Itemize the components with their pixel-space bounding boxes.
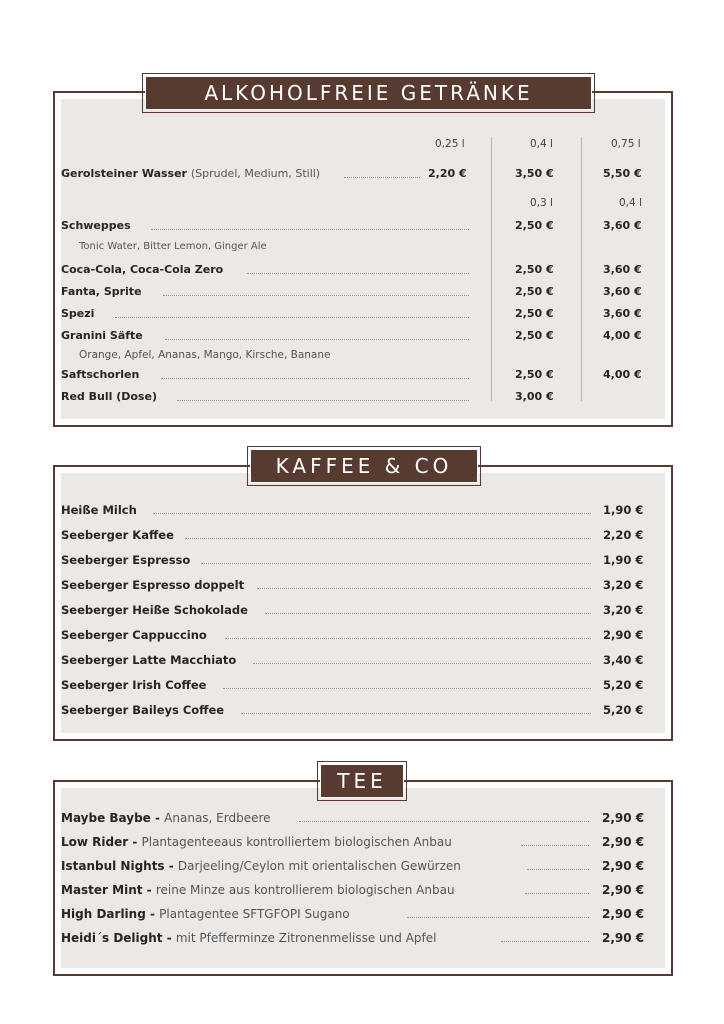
- item-price: 2,90 €: [602, 931, 645, 945]
- item-name: Schweppes: [61, 219, 131, 232]
- item-description: (Sprudel, Medium, Still): [190, 167, 321, 180]
- dot-leader: [151, 229, 469, 230]
- price-075: 5,50 €: [603, 167, 642, 180]
- item-price: 3,20 €: [603, 603, 644, 617]
- item-price: 2,90 €: [602, 859, 645, 873]
- item-price: 5,20 €: [603, 678, 644, 692]
- price-04: 3,60 €: [603, 307, 642, 320]
- section-kaffee: [53, 465, 673, 741]
- price-04: 3,50 €: [515, 167, 554, 180]
- dot-leader: [407, 917, 589, 918]
- item-name: Seeberger Heiße Schokolade: [61, 603, 248, 617]
- price-03: 2,50 €: [515, 329, 554, 342]
- item-name: Maybe Baybe: [61, 811, 151, 825]
- price-03: 2,50 €: [515, 368, 554, 381]
- dot-leader: [344, 177, 420, 178]
- dot-leader: [201, 563, 591, 564]
- item-price: 3,20 €: [603, 578, 644, 592]
- item-name: Spezi: [61, 307, 95, 320]
- item-description: Darjeeling/Ceylon mit orientalischen Gewürzen: [177, 859, 461, 873]
- section-tee: [53, 780, 673, 976]
- volume-header: 0,75 l: [611, 138, 641, 150]
- price-04: 3,60 €: [603, 219, 642, 232]
- section-kaffee-panel: [61, 473, 665, 733]
- column-divider: [491, 137, 492, 401]
- price-04: 3,60 €: [603, 263, 642, 276]
- item-subtext: Tonic Water, Bitter Lemon, Ginger Ale: [79, 241, 267, 252]
- item-name: Fanta, Sprite: [61, 285, 142, 298]
- dot-leader: [253, 663, 591, 664]
- item-price: 2,90 €: [602, 883, 645, 897]
- price-03: 2,50 €: [515, 263, 554, 276]
- item-description: reine Minze aus kontrollierem biologischen Anbau: [155, 883, 455, 897]
- item-name: Heidi´s Delight: [61, 931, 163, 945]
- price-03: 3,00 €: [515, 390, 554, 403]
- dot-leader: [163, 295, 469, 296]
- section-getraenke-panel: [61, 99, 665, 419]
- item-description: Ananas, Erdbeere: [164, 811, 271, 825]
- dot-leader: [241, 713, 591, 714]
- item-name: High Darling: [61, 907, 146, 921]
- price-04: 4,00 €: [603, 329, 642, 342]
- dot-leader: [177, 400, 469, 401]
- dot-leader: [223, 688, 591, 689]
- item-price: 2,90 €: [602, 811, 645, 825]
- dot-leader: [501, 941, 589, 942]
- price-03: 2,50 €: [515, 219, 554, 232]
- item-name: Low Rider: [61, 835, 129, 849]
- item-name: Seeberger Baileys Coffee: [61, 703, 225, 717]
- volume-header: 0,3 l: [530, 197, 553, 209]
- item-description: Plantagenteeaus kontrolliertem biologischen Anbau: [141, 835, 452, 849]
- dot-leader: [225, 638, 591, 639]
- item-name: Coca-Cola, Coca-Cola Zero: [61, 263, 224, 276]
- price-04: 3,60 €: [603, 285, 642, 298]
- item-name: Seeberger Espresso: [61, 553, 191, 567]
- dot-leader: [165, 339, 469, 340]
- item-price: 3,40 €: [603, 653, 644, 667]
- item-name: Istanbul Nights: [61, 859, 165, 873]
- dot-leader: [299, 821, 589, 822]
- dot-leader: [527, 869, 589, 870]
- dot-leader: [257, 588, 591, 589]
- section-title-kaffee: KAFFEE & CO: [250, 449, 478, 483]
- dot-leader: [521, 845, 589, 846]
- item-name: Seeberger Latte Macchiato: [61, 653, 237, 667]
- item-name: Seeberger Espresso doppelt: [61, 578, 245, 592]
- item-name: Gerolsteiner Wasser: [61, 167, 187, 180]
- item-name: Saftschorlen: [61, 368, 140, 381]
- item-price: 1,90 €: [603, 553, 644, 567]
- volume-header: 0,25 l: [435, 138, 465, 150]
- dot-leader: [265, 613, 591, 614]
- price-04: 4,00 €: [603, 368, 642, 381]
- item-name: Seeberger Irish Coffee: [61, 678, 207, 692]
- dot-leader: [525, 893, 589, 894]
- price-03: 2,50 €: [515, 285, 554, 298]
- item-name: Heiße Milch: [61, 503, 137, 517]
- item-price: 2,90 €: [602, 907, 645, 921]
- item-price: 5,20 €: [603, 703, 644, 717]
- volume-header: 0,4 l: [530, 138, 553, 150]
- item-price: 2,20 €: [603, 528, 644, 542]
- item-description: mit Pfefferminze Zitronenmelisse und Apfel: [175, 931, 437, 945]
- section-getraenke: [53, 91, 673, 427]
- item-name: Granini Säfte: [61, 329, 143, 342]
- item-subtext: Orange, Apfel, Ananas, Mango, Kirsche, Banane: [79, 349, 331, 361]
- column-divider: [581, 137, 582, 401]
- item-description: Plantagentee SFTGFOPI Sugano: [159, 907, 350, 921]
- volume-header: 0,4 l: [619, 197, 642, 209]
- section-title-tee: TEE: [320, 764, 404, 798]
- price-03: 2,50 €: [515, 307, 554, 320]
- dot-leader: [161, 378, 469, 379]
- item-price: 2,90 €: [603, 628, 644, 642]
- dot-leader: [185, 538, 591, 539]
- item-name: Seeberger Kaffee: [61, 528, 174, 542]
- dot-leader: [115, 317, 469, 318]
- item-name: Red Bull (Dose): [61, 390, 157, 403]
- dot-leader: [153, 513, 591, 514]
- item-price: 1,90 €: [603, 503, 644, 517]
- item-name: Seeberger Cappuccino: [61, 628, 207, 642]
- item-name: Master Mint: [61, 883, 143, 897]
- dot-leader: [247, 273, 469, 274]
- price-025: 2,20 €: [428, 167, 467, 180]
- item-price: 2,90 €: [602, 835, 645, 849]
- section-title-getraenke: ALKOHOLFREIE GETRÄNKE: [145, 76, 592, 110]
- section-tee-panel: Maybe Baybe - Ananas, Erdbeere 2,90 € Low Rider - Plantagenteeaus kontrolliertem biologischen Anbau 2,90 € Istanbul Nights - Darjeeling/Ceylon mit orientalischen Gewürzen 2,90 € Master Mint - reine Minze aus kontrollierem biologischen Anbau 2,90 € High Darling - Plantagentee SFTGFOPI Sugano 2,90 € Heidi´s Delight - mit Pfefferminze Zitronenmelisse und Apfel 2,90 €: [61, 788, 665, 968]
